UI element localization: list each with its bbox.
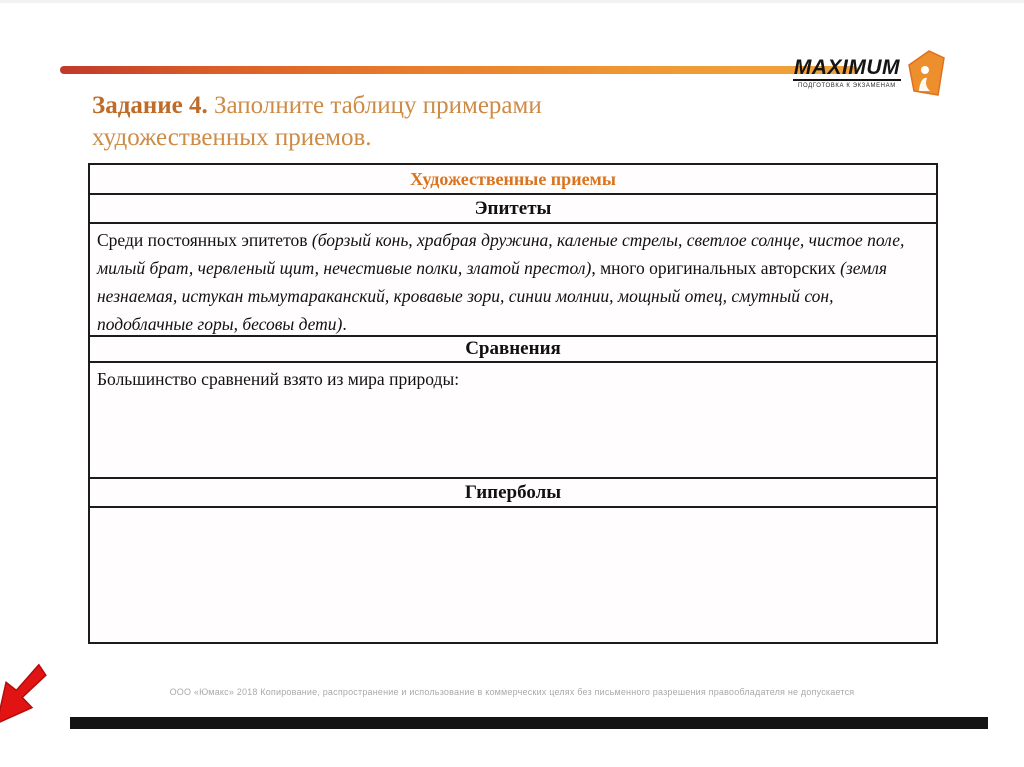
copyright-text: ООО «Юмакс» 2018 Копирование, распространение и использование в коммерческих целях без письменного разрешения правообладателя не допускается <box>169 687 855 697</box>
red-arrow-icon <box>0 649 66 745</box>
logo-tagline: ПОДГОТОВКА К ЭКЗАМЕНАМ <box>798 83 896 89</box>
table-header: Художественные приемы <box>90 165 936 195</box>
logo-text-block <box>793 58 901 89</box>
section-heading-epithets: Эпитеты <box>90 195 936 224</box>
epithets-run-3: (земля незнаемая, истукан тьмутараканский, кровавые зори, синии молнии, мощный отец, смутный сон, подоблачные горы, бесовы дети) <box>97 258 887 334</box>
maximum-badge-icon <box>904 50 946 96</box>
page-top-edge <box>0 0 1024 3</box>
logo-wordmark: MAXIMUM <box>793 56 900 79</box>
maximum-logo <box>793 50 946 96</box>
slide-title <box>92 90 692 154</box>
techniques-table <box>88 163 938 644</box>
epithets-run-2: , много оригинальных авторских <box>591 258 841 278</box>
section-heading-comparisons: Сравнения <box>90 337 936 363</box>
epithets-run-4: . <box>342 314 347 334</box>
epithets-run-1: (борзый конь, храбрая дружина, каленые стрелы, светлое солнце, чистое поле, милый брат, червленый щит, нечестивые полки, златой престол) <box>97 230 905 278</box>
bottom-bar <box>70 717 988 729</box>
title-task-number: Задание 4. <box>92 92 208 119</box>
title-text: Заполните таблицу примерами художественных приемов. <box>92 92 542 151</box>
epithets-run-0: Среди постоянных эпитетов <box>97 230 312 250</box>
accent-rule <box>60 66 858 74</box>
epithets-content <box>90 224 936 337</box>
comparisons-content: Большинство сравнений взято из мира природы: <box>90 363 936 479</box>
hyperbole-content <box>90 508 936 642</box>
section-heading-hyperbole: Гиперболы <box>90 479 936 508</box>
